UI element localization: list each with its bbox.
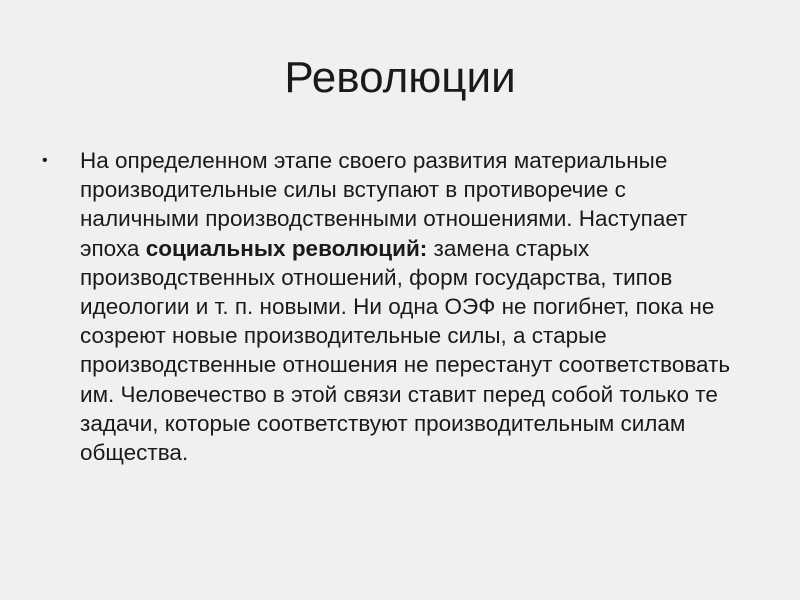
paragraph-text-after: замена старых производственных отношений, форм государства, типов идеологии и т. п. новыми. Ни одна ОЭФ не погибнет, пока не созреют новые производительные силы, а старые производственные отношения не перестанут соответствовать им. Человечество в этой связи ставит перед собой только те задачи, которые соответствуют производительным силам общества. [80, 235, 731, 466]
paragraph-bold-term: социальных революций: [145, 235, 428, 261]
slide-title: Революции [284, 53, 516, 102]
bullet-list [42, 146, 742, 467]
paragraph-text-before: На определенном этапе своего развития материальные производительные силы вступают в противоречие с наличными производственными отношениями. Наступает эпоха [80, 148, 688, 261]
bullet-icon: • [42, 152, 48, 169]
list-item [42, 146, 742, 467]
